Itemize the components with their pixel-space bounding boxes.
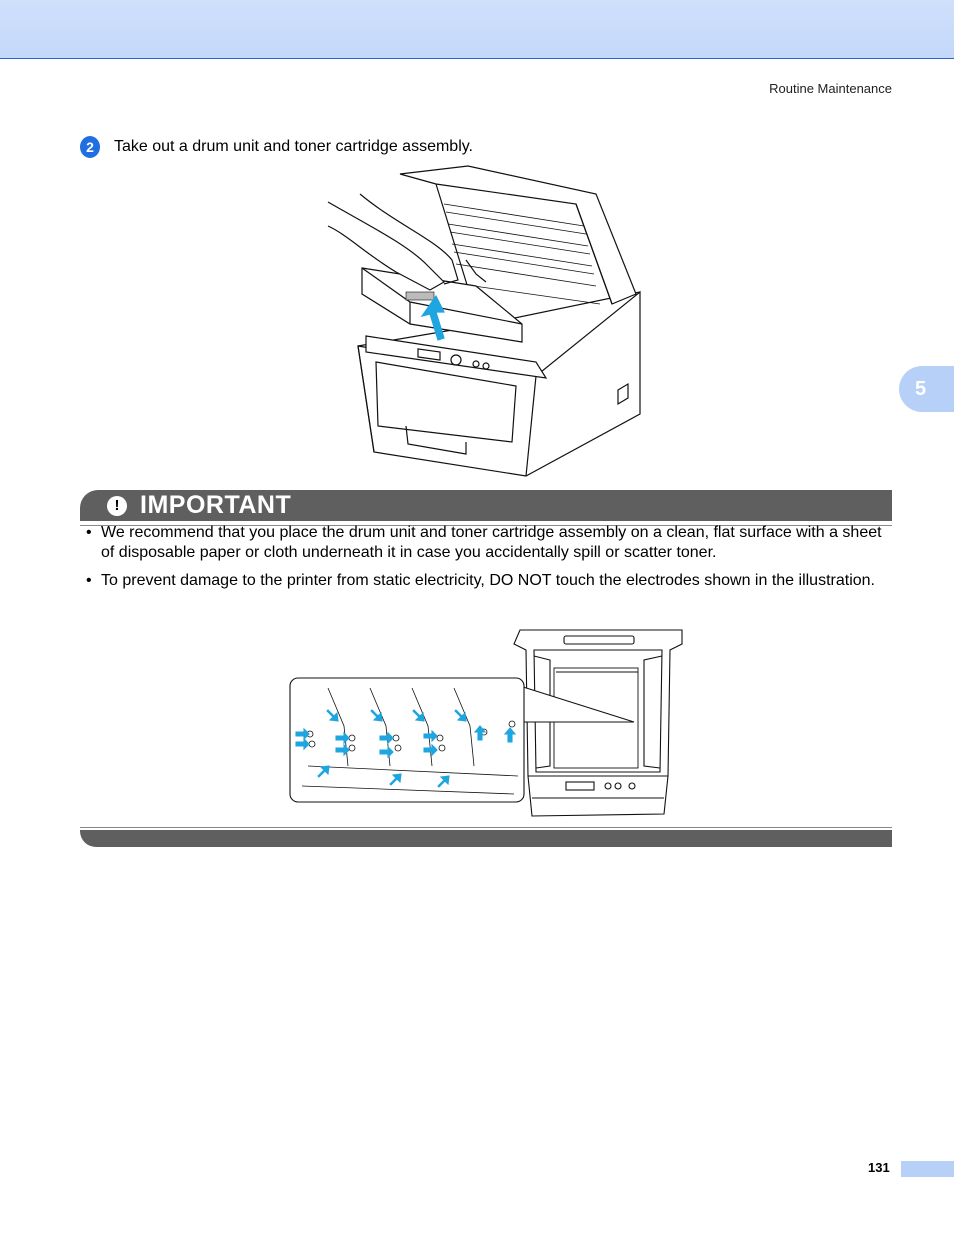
electrode-location-illustration xyxy=(288,626,692,818)
important-header xyxy=(80,490,892,521)
list-item xyxy=(86,523,894,563)
list-item xyxy=(86,571,894,591)
bullet-text: To prevent damage to the printer from static electricity, DO NOT touch the electrodes shown in the illustration. xyxy=(101,572,875,589)
important-bullet-list xyxy=(86,523,894,599)
important-end-divider xyxy=(80,827,892,828)
step-instruction: Take out a drum unit and toner cartridge assembly. xyxy=(114,138,473,155)
step-number-badge: 2 xyxy=(80,136,100,158)
printer-drum-removal-illustration xyxy=(326,164,644,478)
bullet-dot: • xyxy=(86,572,92,589)
important-footer-bar xyxy=(80,830,892,847)
page-number: 131 xyxy=(868,1160,890,1175)
important-title: IMPORTANT xyxy=(140,491,292,519)
chapter-tab: 5 xyxy=(899,366,954,412)
header-band xyxy=(0,0,954,59)
exclamation-icon: ! xyxy=(107,496,127,516)
bullet-text: We recommend that you place the drum unit and toner cartridge assembly on a clean, flat surface with a sheet of disposable paper or cloth underneath it in case you accidentally spill or scatter toner. xyxy=(101,524,882,561)
page-tab xyxy=(901,1161,954,1177)
section-title: Routine Maintenance xyxy=(769,81,892,96)
step-2 xyxy=(80,136,473,158)
bullet-dot: • xyxy=(86,524,92,541)
